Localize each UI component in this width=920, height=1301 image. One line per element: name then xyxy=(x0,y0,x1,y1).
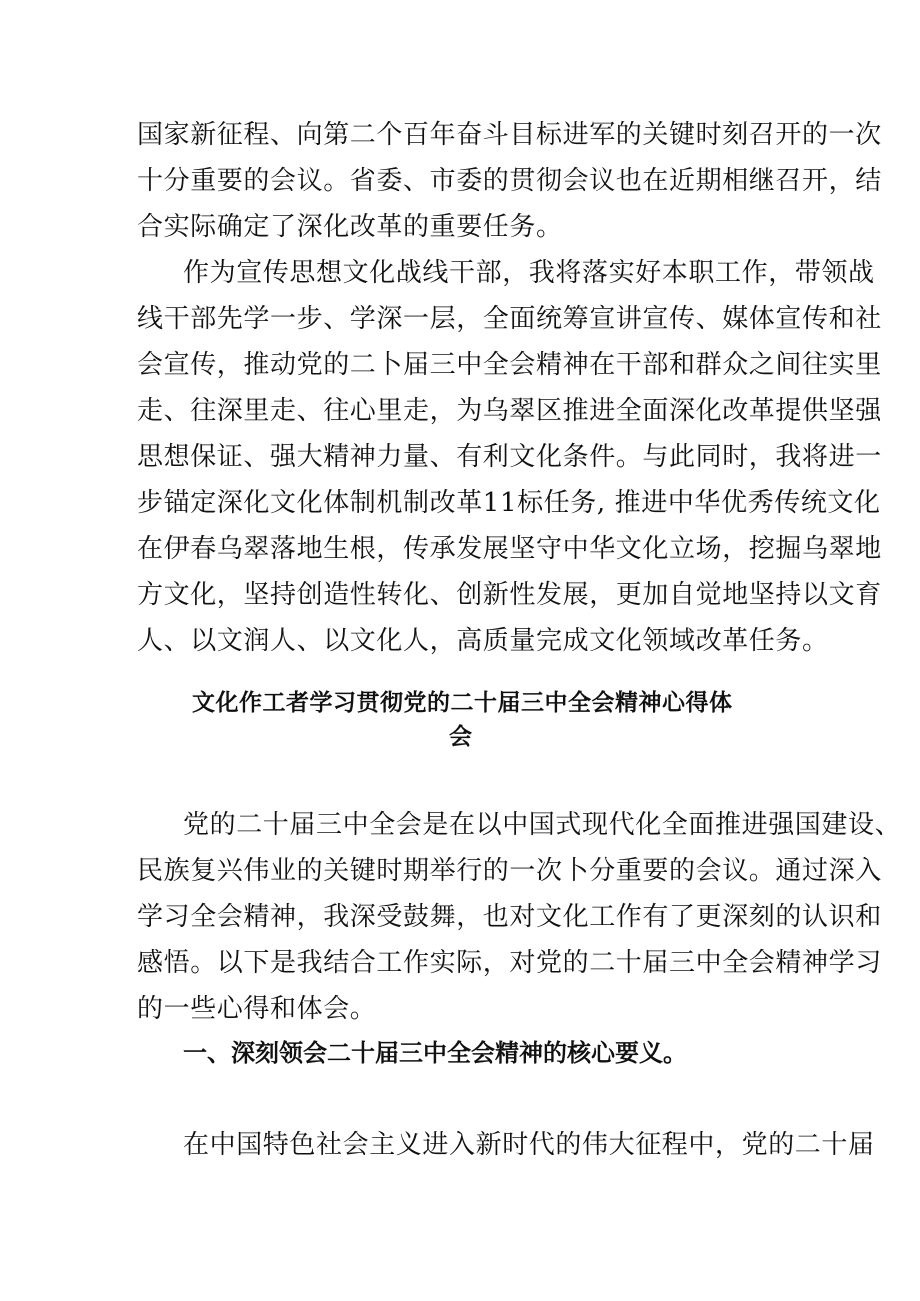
paragraph-2-line-2: 线干部先学一步、学深一层，全面统筹宣讲宣传、媒体宣传和社 xyxy=(137,304,882,334)
paragraph-3-line-4: 感悟。以下是我结合工作实际，对党的二十届三中全会精神学习 xyxy=(137,948,882,978)
paragraph-1-line-3: 合实际确定了深化改革的重要任务。 xyxy=(137,212,563,242)
paragraph-2-line-9: 人、以文润人、以文化人，高质量完成文化领域改革任务。 xyxy=(137,626,829,656)
paragraph-2-line-4: 走、往深里走、往心里走，为乌翠区推进全面深化改革提供坚强 xyxy=(137,396,882,426)
paragraph-2-line-3: 会宣传，推动党的二卜届三中全会精神在干部和群众之间往实里 xyxy=(137,350,882,380)
paragraph-2-line-6: 步锚定深化文化体制机制改革11标任务, 推进中华优秀传统文化 xyxy=(137,488,881,518)
paragraph-3-line-1: 党的二十届三中全会是在以中国式现代化全面推进强国建设、 xyxy=(183,810,902,840)
document-title-line-1: 文化作工者学习贯彻党的二十届三中全会精神心得体 xyxy=(192,690,733,716)
paragraph-3-line-5: 的一些心得和体会。 xyxy=(137,994,377,1024)
paragraph-4-line-1: 在中国特色社会主义进入新时代的伟大征程中，党的二十届 xyxy=(183,1130,875,1160)
paragraph-2-line-8: 方文化，坚持创造性转化、创新性发展，更加自觉地坚持以文育 xyxy=(137,580,882,610)
paragraph-3-line-3: 学习全会精神，我深受鼓舞，也对文化工作有了更深刻的认识和 xyxy=(137,902,882,932)
section-1-heading: 一、深刻领会二十届三中全会精神的核心要义。 xyxy=(183,1039,687,1067)
paragraph-2-line-1: 作为宣传思想文化战线干部，我将落实好本职工作，带领战 xyxy=(183,258,875,288)
paragraph-2-line-7: 在伊春乌翠落地生根，传承发展坚守中华文化立场，挖掘乌翠地 xyxy=(137,534,882,564)
paragraph-1-line-2: 十分重要的会议。省委、市委的贯彻会议也在近期相继召开，结 xyxy=(137,166,882,196)
paragraph-3-line-2: 民族复兴伟业的关键时期举行的一次卜分重要的会议。通过深入 xyxy=(137,856,882,886)
paragraph-2-line-5: 思想保证、强大精神力量、有利文化条件。与此同时，我将进一 xyxy=(137,442,882,472)
paragraph-1-line-1: 国家新征程、向第二个百年奋斗目标进军的关键时刻召开的一次 xyxy=(137,120,882,150)
document-title-line-2: 会 xyxy=(449,724,473,750)
